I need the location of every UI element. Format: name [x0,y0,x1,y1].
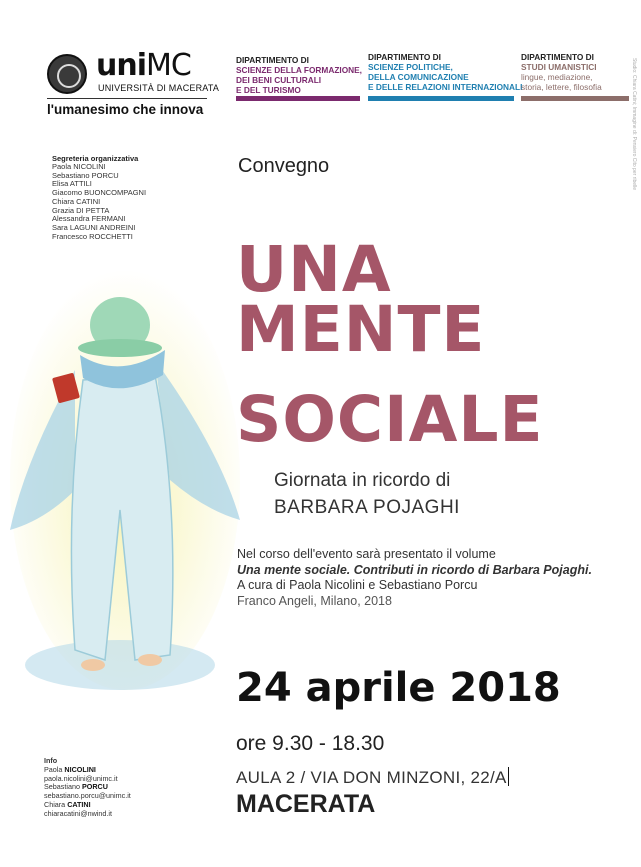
info-block [44,757,131,819]
secretariat-member: Grazia DI PETTA [52,205,110,215]
dept-line: SCIENZE DELLA FORMAZIONE, [236,65,362,75]
department-umanistici [521,52,602,92]
dept-title: DIPARTIMENTO DI [236,55,309,65]
event-description [237,547,592,609]
event-city: MACERATA [236,790,376,818]
tagline: l'umanesimo che innova [47,102,204,117]
secretariat-member: Sara LAGUNI ANDREINI [52,222,136,232]
secretariat-member: Elisa ATTILI [52,179,92,189]
secretariat-title: Segreteria organizzativa [52,154,139,163]
text-cursor [508,767,509,786]
watercolor-figure-illustration [5,260,245,700]
logo-mc: MC [146,48,191,83]
book-title: Una mente sociale. Contributi in ricordo di Barbara Pojaghi. [237,562,592,577]
secretariat-list [52,163,146,241]
event-location [236,767,509,788]
event-title-line-3: SOCIALE [236,383,544,456]
dept-line: STUDI UMANISTICI [521,62,597,72]
department-formazione [236,55,362,95]
event-type: Convegno [238,155,330,177]
secretariat-member: Sebastiano PORCU [52,170,119,180]
secretariat-member: Alessandra FERMANI [52,214,126,224]
info-contact-email[interactable]: chiaracatini@nwind.it [44,808,113,818]
book-publisher: Franco Angeli, Milano, 2018 [237,593,392,608]
dept-title: DIPARTIMENTO DI [368,52,441,62]
dept-line: lingue, mediazione, [521,72,593,82]
dept-umanistici-bar [521,96,629,101]
university-name: UNIVERSITÀ DI MACERATA [98,83,220,93]
book-editors: A cura di Paola Nicolini e Sebastiano Porcu [237,578,478,592]
info-title: Info [44,756,58,765]
event-title-line-1: UNA [236,233,392,306]
description-intro: Nel corso dell'evento sarà presentato il volume [237,547,496,561]
dept-line: DELLA COMUNICAZIONE [368,72,469,82]
info-contact-email[interactable]: sebastiano.porcu@unimc.it [44,791,131,801]
dept-line: E DEL TURISMO [236,85,301,95]
secretariat-member: Giacomo BUONCOMPAGNI [52,188,147,198]
university-seal-icon [47,54,87,94]
event-location-text: AULA 2 / VIA DON MINZONI, 22/A [236,768,507,787]
event-time: ore 9.30 - 18.30 [236,732,385,755]
honoree-name: BARBARA POJAGHI [274,497,460,518]
event-title-line-2: MENTE [236,293,486,366]
contact-first-name: Paola [44,764,63,774]
logo-divider [47,98,207,99]
dept-line: E DELLE RELAZIONI INTERNAZIONALI [368,82,523,92]
dept-title: DIPARTIMENTO DI [521,52,594,62]
department-politiche [368,52,522,92]
event-subtitle: Giornata in ricordo di [274,470,451,491]
contact-first-name: Sebastiano [44,782,80,792]
secretariat-member: Chiara CATINI [52,196,101,206]
contact-first-name: Chiara [44,799,66,809]
dept-politiche-bar [368,96,514,101]
event-date: 24 aprile 2018 [236,665,561,711]
logo-uni: uni [96,48,146,83]
unimc-logo [96,50,191,82]
dept-line: DEI BENI CULTURALI [236,75,322,85]
contact-last-name: NICOLINI [64,764,96,774]
credit-text: Studio: Chiara Catini; Immagine di: Pensiero Cito per ribelle [631,58,637,191]
dept-formazione-bar [236,96,360,101]
dept-line: storia, lettere, filosofia [521,82,602,92]
secretariat-member: Francesco ROCCHETTI [52,231,133,241]
secretariat-member: Paola NICOLINI [52,162,106,171]
dept-line: SCIENZE POLITICHE, [368,62,453,72]
info-contact-email[interactable]: paola.nicolini@unimc.it [44,773,118,783]
contact-last-name: CATINI [67,799,91,809]
contact-last-name: PORCU [81,782,108,792]
